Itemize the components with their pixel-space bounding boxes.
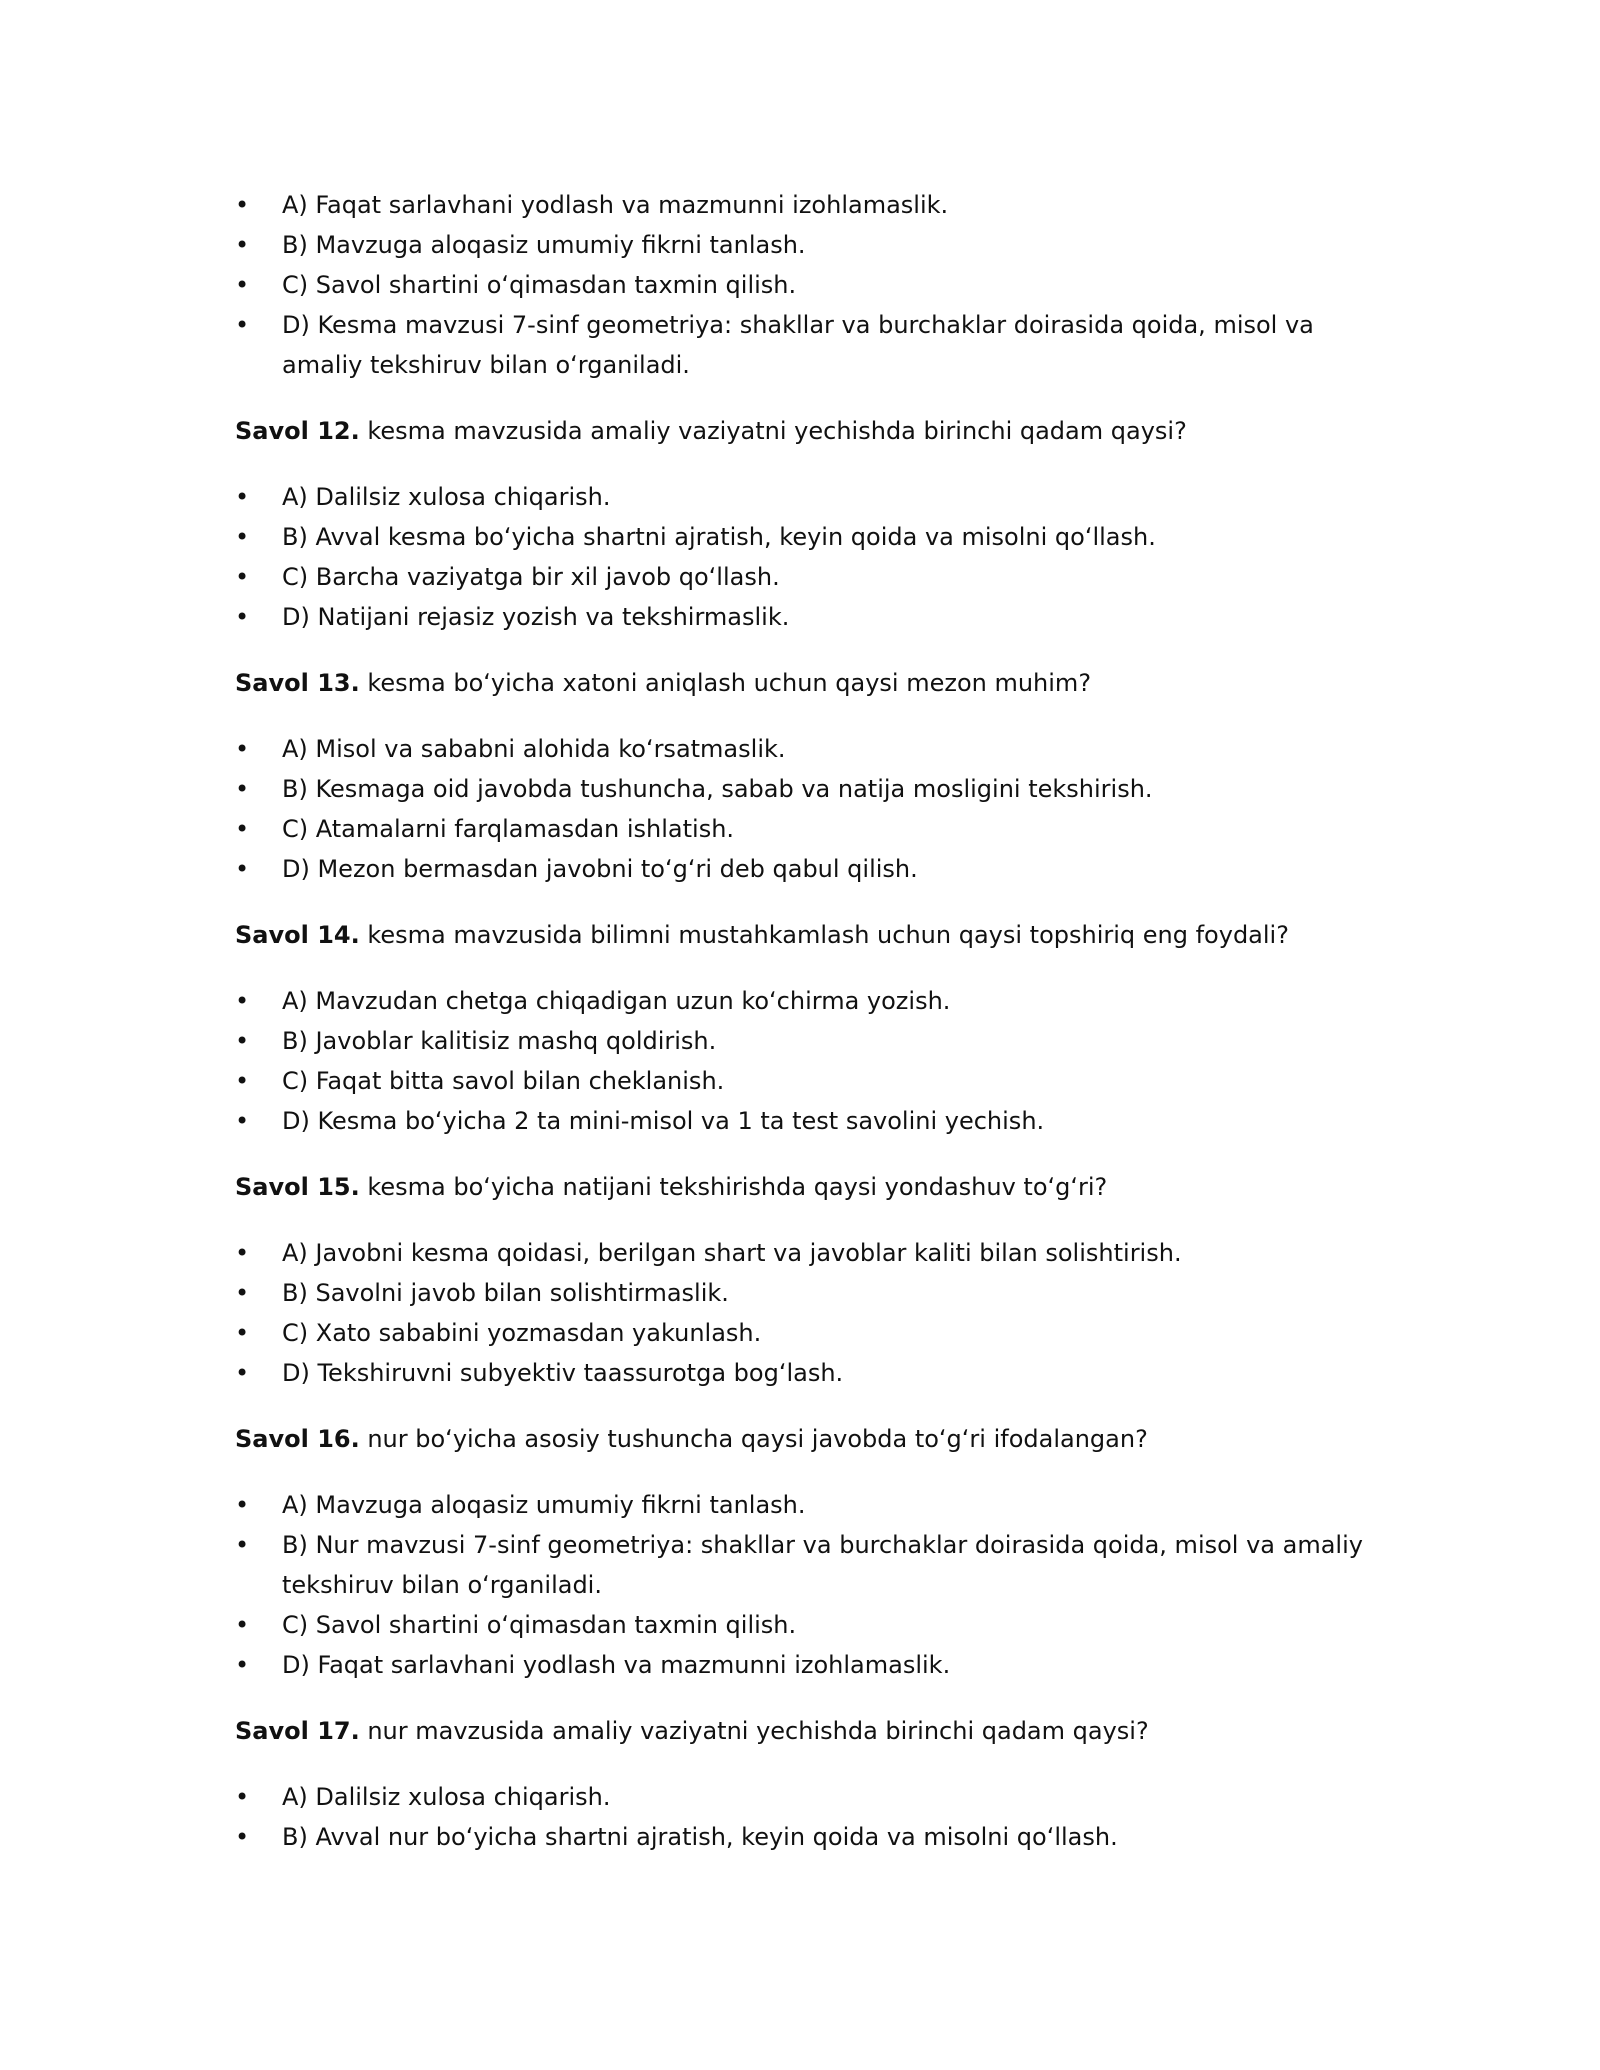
question-text: kesma mavzusida amaliy vaziyatni yechishda birinchi qadam qaysi? bbox=[359, 417, 1187, 445]
option-text: C) Savol shartini oʻqimasdan taxmin qilish. bbox=[282, 271, 797, 299]
option-text: D) Mezon bermasdan javobni toʻgʻri deb qabul qilish. bbox=[282, 855, 918, 883]
option-list bbox=[235, 477, 1365, 637]
option-text: B) Mavzuga aloqasiz umumiy fikrni tanlash. bbox=[282, 231, 806, 259]
bullet-icon: • bbox=[235, 603, 250, 631]
option-item bbox=[235, 265, 1365, 305]
question-number: Savol 13. bbox=[235, 669, 360, 697]
option-item bbox=[235, 981, 1365, 1021]
bullet-icon: • bbox=[235, 775, 250, 803]
option-item bbox=[235, 1061, 1365, 1101]
question-paragraph bbox=[235, 1711, 1365, 1751]
option-item bbox=[235, 517, 1365, 557]
option-item bbox=[235, 597, 1365, 637]
bullet-icon: • bbox=[235, 191, 250, 219]
bullet-icon: • bbox=[235, 1239, 250, 1267]
bullet-icon: • bbox=[235, 1531, 250, 1559]
option-text: B) Avval nur boʻyicha shartni ajratish, keyin qoida va misolni qoʻllash. bbox=[282, 1823, 1118, 1851]
option-text: A) Javobni kesma qoidasi, berilgan shart va javoblar kaliti bilan solishtirish. bbox=[282, 1239, 1182, 1267]
option-text: A) Mavzuga aloqasiz umumiy fikrni tanlash. bbox=[282, 1491, 806, 1519]
option-item bbox=[235, 1817, 1365, 1857]
question-paragraph bbox=[235, 915, 1365, 955]
option-item bbox=[235, 1101, 1365, 1141]
option-item bbox=[235, 1485, 1365, 1525]
bullet-icon: • bbox=[235, 1611, 250, 1639]
option-item bbox=[235, 809, 1365, 849]
document-content bbox=[235, 185, 1365, 1857]
option-item bbox=[235, 1233, 1365, 1273]
option-item bbox=[235, 729, 1365, 769]
option-text: A) Misol va sababni alohida koʻrsatmaslik. bbox=[282, 735, 786, 763]
option-text: D) Faqat sarlavhani yodlash va mazmunni izohlamaslik. bbox=[282, 1651, 951, 1679]
option-item bbox=[235, 225, 1365, 265]
option-item bbox=[235, 1353, 1365, 1393]
option-text: C) Atamalarni farqlamasdan ishlatish. bbox=[282, 815, 735, 843]
option-item bbox=[235, 1645, 1365, 1685]
bullet-icon: • bbox=[235, 563, 250, 591]
bullet-icon: • bbox=[235, 815, 250, 843]
option-text: A) Dalilsiz xulosa chiqarish. bbox=[282, 483, 611, 511]
option-text: D) Natijani rejasiz yozish va tekshirmaslik. bbox=[282, 603, 790, 631]
question-text: nur boʻyicha asosiy tushuncha qaysi javobda toʻgʻri ifodalangan? bbox=[359, 1425, 1148, 1453]
question-text: nur mavzusida amaliy vaziyatni yechishda birinchi qadam qaysi? bbox=[359, 1717, 1149, 1745]
bullet-icon: • bbox=[235, 987, 250, 1015]
option-item bbox=[235, 1777, 1365, 1817]
option-text: D) Kesma boʻyicha 2 ta mini-misol va 1 ta test savolini yechish. bbox=[282, 1107, 1045, 1135]
bullet-icon: • bbox=[235, 1067, 250, 1095]
option-item bbox=[235, 769, 1365, 809]
question-paragraph bbox=[235, 411, 1365, 451]
option-item bbox=[235, 305, 1365, 385]
question-paragraph bbox=[235, 663, 1365, 703]
option-text: B) Javoblar kalitisiz mashq qoldirish. bbox=[282, 1027, 717, 1055]
option-item bbox=[235, 1313, 1365, 1353]
option-item bbox=[235, 849, 1365, 889]
option-item bbox=[235, 557, 1365, 597]
bullet-icon: • bbox=[235, 1279, 250, 1307]
bullet-icon: • bbox=[235, 483, 250, 511]
option-text: C) Xato sababini yozmasdan yakunlash. bbox=[282, 1319, 762, 1347]
option-text: C) Faqat bitta savol bilan cheklanish. bbox=[282, 1067, 725, 1095]
bullet-icon: • bbox=[235, 271, 250, 299]
question-number: Savol 14. bbox=[235, 921, 360, 949]
bullet-icon: • bbox=[235, 1491, 250, 1519]
bullet-icon: • bbox=[235, 1319, 250, 1347]
question-text: kesma boʻyicha xatoni aniqlash uchun qaysi mezon muhim? bbox=[359, 669, 1092, 697]
option-text: A) Faqat sarlavhani yodlash va mazmunni izohlamaslik. bbox=[282, 191, 949, 219]
bullet-icon: • bbox=[235, 1823, 250, 1851]
bullet-icon: • bbox=[235, 855, 250, 883]
question-number: Savol 16. bbox=[235, 1425, 360, 1453]
option-text: B) Nur mavzusi 7-sinf geometriya: shakllar va burchaklar doirasida qoida, misol va amaliy tekshiruv bilan oʻrganiladi. bbox=[282, 1531, 1363, 1599]
option-list bbox=[235, 1485, 1365, 1685]
option-list bbox=[235, 185, 1365, 385]
option-item bbox=[235, 477, 1365, 517]
question-number: Savol 15. bbox=[235, 1173, 360, 1201]
bullet-icon: • bbox=[235, 523, 250, 551]
option-item bbox=[235, 185, 1365, 225]
bullet-icon: • bbox=[235, 1651, 250, 1679]
bullet-icon: • bbox=[235, 311, 250, 339]
bullet-icon: • bbox=[235, 1107, 250, 1135]
question-text: kesma mavzusida bilimni mustahkamlash uchun qaysi topshiriq eng foydali? bbox=[359, 921, 1289, 949]
option-text: A) Mavzudan chetga chiqadigan uzun koʻchirma yozish. bbox=[282, 987, 951, 1015]
option-text: D) Kesma mavzusi 7-sinf geometriya: shakllar va burchaklar doirasida qoida, misol va amaliy tekshiruv bilan oʻrganiladi. bbox=[282, 311, 1314, 379]
option-text: C) Barcha vaziyatga bir xil javob qoʻllash. bbox=[282, 563, 780, 591]
option-item bbox=[235, 1605, 1365, 1645]
option-list bbox=[235, 981, 1365, 1141]
bullet-icon: • bbox=[235, 1783, 250, 1811]
question-number: Savol 17. bbox=[235, 1717, 360, 1745]
option-item bbox=[235, 1273, 1365, 1313]
bullet-icon: • bbox=[235, 735, 250, 763]
option-text: B) Kesmaga oid javobda tushuncha, sabab va natija mosligini tekshirish. bbox=[282, 775, 1153, 803]
option-list bbox=[235, 729, 1365, 889]
option-list bbox=[235, 1777, 1365, 1857]
option-text: B) Avval kesma boʻyicha shartni ajratish, keyin qoida va misolni qoʻllash. bbox=[282, 523, 1156, 551]
bullet-icon: • bbox=[235, 1359, 250, 1387]
question-text: kesma boʻyicha natijani tekshirishda qaysi yondashuv toʻgʻri? bbox=[359, 1173, 1108, 1201]
option-item bbox=[235, 1525, 1365, 1605]
option-text: C) Savol shartini oʻqimasdan taxmin qilish. bbox=[282, 1611, 797, 1639]
bullet-icon: • bbox=[235, 231, 250, 259]
option-item bbox=[235, 1021, 1365, 1061]
option-list bbox=[235, 1233, 1365, 1393]
bullet-icon: • bbox=[235, 1027, 250, 1055]
question-number: Savol 12. bbox=[235, 417, 360, 445]
option-text: A) Dalilsiz xulosa chiqarish. bbox=[282, 1783, 611, 1811]
question-paragraph bbox=[235, 1167, 1365, 1207]
option-text: D) Tekshiruvni subyektiv taassurotga bogʻlash. bbox=[282, 1359, 844, 1387]
option-text: B) Savolni javob bilan solishtirmaslik. bbox=[282, 1279, 729, 1307]
question-paragraph bbox=[235, 1419, 1365, 1459]
